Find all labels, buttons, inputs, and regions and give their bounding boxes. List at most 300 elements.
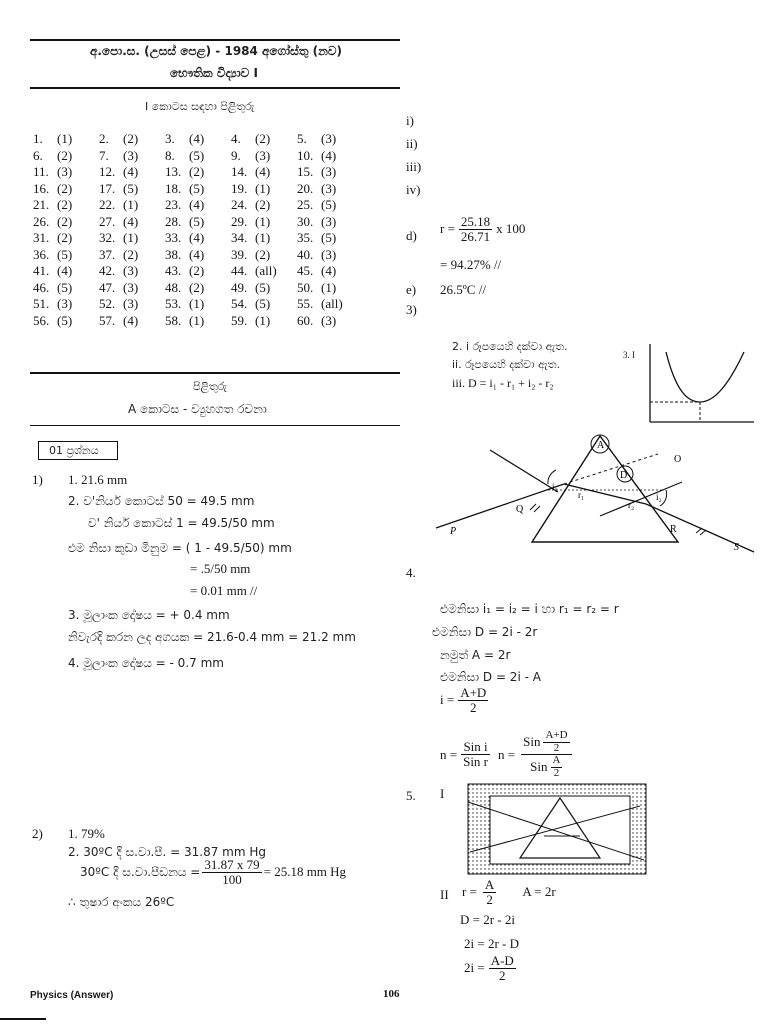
label-p: P (450, 526, 457, 537)
q4-line-3: නමුත් A = 2r (440, 648, 511, 662)
mcq-cell (33, 230, 99, 247)
mcq-question-number: 1. (33, 131, 43, 146)
label-apex: A (597, 440, 605, 451)
mcq-cell (33, 148, 99, 165)
q3-label: 3) (406, 302, 417, 317)
q4-n2-numerator (521, 730, 571, 755)
q4-n2-denominator (528, 755, 564, 779)
mcq-answer: (3) (321, 180, 337, 196)
mcq-cell (99, 181, 165, 198)
q4-n-denominator: Sin r (463, 754, 489, 770)
q4-i-numerator: A+D (460, 685, 487, 700)
q5-part-i: I (440, 786, 445, 801)
mcq-cell (297, 247, 363, 264)
mcq-row (33, 263, 363, 280)
d-formula-lhs: r = (440, 221, 455, 237)
mcq-cell (297, 164, 363, 181)
mcq-cell (231, 181, 297, 198)
mcq-question-number: 7. (99, 147, 109, 163)
deviation-graph (648, 342, 758, 426)
mcq-answer: (5) (123, 180, 139, 196)
q4-line-2: එමනිසා D = 2i - 2r (432, 625, 538, 639)
mcq-answer: (4) (123, 164, 139, 179)
mcq-cell (33, 313, 99, 330)
mcq-cell (297, 131, 363, 148)
q4-n2-num-sin: Sin (523, 734, 541, 750)
mcq-cell (165, 263, 231, 280)
mcq-cell (297, 296, 363, 313)
mcq-question-number: 16. (33, 180, 50, 196)
mcq-cell (33, 247, 99, 264)
mcq-answer: (1) (189, 296, 205, 311)
mcq-answer: (3) (321, 312, 337, 328)
mcq-answer: (4) (321, 263, 337, 278)
mcq-question-number: 2. (99, 131, 109, 146)
mcq-answer: (all) (255, 263, 277, 278)
mcq-question-number: 9. (231, 147, 241, 163)
mcq-answer: (4) (123, 312, 139, 328)
mcq-question-number: 49. (231, 279, 248, 295)
mcq-cell (165, 214, 231, 231)
mcq-cell (99, 313, 165, 330)
mcq-answer: (2) (189, 279, 205, 295)
mcq-question-number: 32. (99, 230, 116, 245)
q4-n2-lhs: n = (498, 746, 516, 762)
d-formula-multiplier: x 100 (496, 221, 526, 237)
mcq-question-number: 28. (165, 213, 182, 229)
mcq-question-number: 18. (165, 180, 182, 196)
q4-line-1: එමනිසා i₁ = i₂ = i හා r₁ = r₂ = r (440, 602, 619, 616)
q2-fraction-numerator: 31.87 x 79 (204, 857, 260, 872)
mcq-cell (297, 263, 363, 280)
q3-line-iii: iii. D = i₁ - r₁ + i₂ - r₂ (452, 376, 554, 390)
mcq-question-number: 51. (33, 296, 50, 311)
mcq-answer: (5) (321, 230, 337, 245)
q4-n2-den-frac-bottom: 2 (553, 766, 560, 779)
q4-i-fraction (458, 686, 488, 714)
arrow-marks-out (696, 528, 706, 535)
mcq-question-number: 8. (165, 147, 175, 163)
q1-line-3: 3. මූලාංක දෝෂය = + 0.4 mm (68, 608, 230, 622)
graph-label: 3. I (623, 350, 635, 360)
q5-part-ii: II (440, 887, 449, 902)
mcq-answer: (5) (189, 180, 205, 196)
q4-n-formula (440, 730, 572, 779)
mcq-question-number: 35. (297, 230, 314, 245)
mcq-cell (99, 164, 165, 181)
mcq-cell (231, 164, 297, 181)
mcq-answer: (5) (189, 213, 205, 229)
mcq-answer: (4) (189, 197, 205, 212)
prism-ray-diagram (430, 432, 766, 558)
mcq-cell (33, 263, 99, 280)
mcq-row (33, 230, 363, 247)
q4-label: 4. (406, 565, 416, 580)
right-column (400, 0, 768, 1024)
mcq-answer: (1) (255, 312, 271, 328)
mcq-question-number: 21. (33, 197, 50, 212)
label-s: S (734, 542, 739, 553)
mcq-answer: (4) (189, 131, 205, 146)
mcq-question-number: 43. (165, 263, 182, 278)
mcq-question-number: 14. (231, 164, 248, 179)
mcq-answer: (5) (255, 296, 271, 311)
mcq-cell (165, 280, 231, 297)
mcq-cell (33, 296, 99, 313)
mcq-answer: (5) (57, 246, 73, 262)
mcq-cell (99, 280, 165, 297)
q4-n-fraction (461, 740, 490, 768)
mcq-cell (165, 197, 231, 214)
mcq-answer: (5) (57, 312, 73, 328)
q2-line-2c: ∴ තුෂාර අංකය 26ºC (68, 895, 175, 909)
item-e-text: 26.5ºC // (440, 282, 486, 297)
section-rule (30, 372, 400, 374)
item-d-result: = 94.27% // (440, 257, 502, 272)
label-r: R (670, 524, 677, 535)
mcq-row (33, 131, 363, 148)
mcq-cell (99, 214, 165, 231)
mcq-answer: (1) (255, 230, 271, 245)
mcq-question-number: 57. (99, 312, 116, 328)
mcq-cell (231, 280, 297, 297)
q4-line-4: එමනිසා D = 2i - A (440, 670, 541, 684)
mcq-answer: (2) (57, 180, 73, 196)
item-e-label: e) (406, 282, 417, 297)
mcq-question-number: 54. (231, 296, 248, 311)
q2-line-2a: 2. 30ºC දී ස.වා.පී. = 31.87 mm Hg (68, 845, 266, 859)
mcq-answer: (4) (189, 230, 205, 245)
mcq-cell (231, 247, 297, 264)
mcq-cell (231, 230, 297, 247)
mcq-answer: (3) (123, 279, 139, 295)
mcq-answer: (1) (123, 197, 139, 212)
mcq-answer: (5) (255, 279, 271, 295)
q4-i-denominator: 2 (470, 699, 477, 715)
mcq-question-number: 46. (33, 279, 50, 295)
deviation-curve (666, 352, 744, 402)
q5-r-formula (462, 878, 556, 906)
mcq-question-number: 50. (297, 279, 314, 295)
q5-a-equation: A = 2r (522, 884, 556, 900)
q1-line-2d: = .5/50 mm (190, 561, 251, 576)
q4-n2-num-frac-bottom: 2 (553, 741, 560, 754)
mcq-question-number: 30. (297, 213, 314, 229)
mcq-question-number: 31. (33, 230, 50, 245)
q5-d3-fraction (489, 954, 516, 982)
mcq-question-number: 10. (297, 147, 314, 163)
mcq-cell (33, 280, 99, 297)
mcq-cell (297, 148, 363, 165)
mcq-cell (165, 247, 231, 264)
arrow-marks-in (530, 504, 540, 512)
label-i1: i₁ (552, 482, 558, 492)
mcq-answer: (3) (321, 213, 337, 229)
mcq-question-number: 44. (231, 263, 248, 278)
mcq-question-number: 19. (231, 180, 248, 196)
q2-line-2b-result: = 25.18 mm Hg (263, 864, 347, 880)
mcq-answer: (4) (321, 147, 337, 163)
mcq-answer: (3) (321, 131, 337, 146)
mcq-cell (165, 181, 231, 198)
mcq-question-number: 4. (231, 131, 241, 146)
mcq-row (33, 280, 363, 297)
mcq-answer: (2) (57, 213, 73, 229)
q4-n2-den-fraction (551, 755, 563, 779)
mcq-question-number: 42. (99, 263, 116, 278)
item-i-label: i) (406, 113, 414, 128)
mcq-question-number: 23. (165, 197, 182, 212)
mcq-row (33, 214, 363, 231)
header-rule-top (30, 39, 400, 41)
question-01-box (38, 441, 118, 460)
mcq-question-number: 41. (33, 263, 50, 278)
mcq-cell (165, 296, 231, 313)
q1-line-3b: නිවැරදි කරන ලද අගයක = 21.6-0.4 mm = 21.2 mm (68, 630, 356, 644)
mcq-answer: (1) (123, 230, 139, 245)
q5-r-fraction (483, 878, 496, 906)
q4-n-lhs: n = (440, 746, 458, 762)
mcq-cell (231, 313, 297, 330)
mcq-cell (33, 181, 99, 198)
mcq-question-number: 11. (33, 164, 49, 179)
mcq-question-number: 55. (297, 296, 314, 311)
mcq-answer: (2) (123, 246, 139, 262)
mcq-cell (231, 263, 297, 280)
part-a-rule (30, 425, 400, 426)
mcq-cell (297, 181, 363, 198)
mcq-answer: (3) (255, 147, 271, 163)
mcq-cell (231, 131, 297, 148)
mcq-cell (99, 296, 165, 313)
mcq-cell (165, 230, 231, 247)
mcq-cell (165, 131, 231, 148)
q5-r-denominator: 2 (486, 891, 493, 907)
mcq-title: I කොටස සඳහා පිළිතුරු (145, 100, 255, 113)
q5-d3-numerator: A-D (490, 953, 514, 968)
mcq-cell (99, 131, 165, 148)
mcq-answer: (2) (189, 164, 205, 179)
label-o: O (674, 454, 682, 465)
mcq-question-number: 37. (99, 246, 116, 262)
q2-line-2b-label: 30ºC දී ස.වා.පීඩනය = (80, 864, 201, 879)
mcq-question-number: 56. (33, 312, 50, 328)
item-d-formula (440, 215, 525, 243)
mcq-cell (99, 197, 165, 214)
q3-line-ii: ii. රූපයෙහි දක්වා ඇත. (452, 358, 561, 371)
mcq-question-number: 52. (99, 296, 116, 311)
q4-n-numerator: Sin i (463, 739, 488, 755)
q5-inner-region (490, 796, 630, 864)
mcq-answer: (2) (189, 263, 205, 278)
mcq-cell (33, 131, 99, 148)
mcq-answer: (1) (321, 279, 337, 295)
q5-d-line-2: 2i = 2r - D (464, 936, 519, 951)
mcq-row (33, 148, 363, 165)
mcq-row (33, 197, 363, 214)
item-ii-label: ii) (406, 136, 418, 151)
mcq-answer: (2) (255, 131, 271, 146)
mcq-answer-grid (33, 131, 363, 329)
q3-line-2: 2. i රූපයෙහි දක්වා ඇත. (452, 340, 568, 353)
q1-line-1: 1. 21.6 mm (68, 472, 128, 487)
mcq-cell (231, 197, 297, 214)
q2-number: 2) (32, 826, 43, 841)
ray-normal-in (490, 450, 558, 492)
mcq-row (33, 164, 363, 181)
q4-i-lhs: i = (440, 692, 455, 708)
mcq-answer: (4) (189, 246, 205, 262)
mcq-row (33, 181, 363, 198)
mcq-question-number: 60. (297, 312, 314, 328)
mcq-question-number: 12. (99, 164, 116, 179)
mcq-answer: (3) (321, 246, 337, 262)
mcq-question-number: 20. (297, 180, 314, 196)
mcq-question-number: 22. (99, 197, 116, 212)
mcq-answer: (2) (57, 230, 73, 245)
mcq-cell (99, 247, 165, 264)
label-r2: r₂ (628, 500, 635, 510)
mcq-question-number: 59. (231, 312, 248, 328)
mcq-row (33, 247, 363, 264)
ray-normal-out (600, 482, 682, 516)
answers-title: පිළිතුරු (193, 380, 227, 393)
mcq-cell (297, 197, 363, 214)
q2-line-1: 1. 79% (68, 826, 105, 841)
q4-n2-num-frac-top: A+D (545, 729, 568, 741)
mcq-cell (165, 148, 231, 165)
mcq-answer: (3) (123, 147, 139, 163)
d-fraction-numerator: 25.18 (460, 214, 491, 229)
mcq-question-number: 36. (33, 246, 50, 262)
mcq-answer: (2) (57, 147, 73, 163)
q4-n2-fraction (521, 730, 571, 779)
item-d-label: d) (406, 228, 417, 243)
mcq-cell (297, 280, 363, 297)
mcq-answer: (2) (255, 246, 271, 262)
mcq-question-number: 45. (297, 263, 314, 278)
d-fraction-denominator: 26.71 (460, 228, 491, 244)
mcq-answer: (3) (123, 263, 139, 278)
mcq-question-number: 58. (165, 312, 182, 328)
q4-i-formula (440, 686, 488, 714)
mcq-answer: (1) (189, 312, 205, 328)
q5-r-lhs: r = (462, 884, 477, 900)
mcq-answer: (3) (321, 164, 337, 179)
footer-rule (0, 1018, 46, 1020)
mcq-question-number: 15. (297, 164, 314, 179)
question-01-label: 01 ප්‍රශ්නය (49, 444, 99, 457)
mcq-row (33, 313, 363, 330)
q5-diagram (464, 780, 650, 878)
mcq-question-number: 25. (297, 197, 314, 212)
mcq-answer: (1) (255, 180, 271, 196)
q1-line-2b: ව' නියර් කොටස් 1 = 49.5/50 mm (88, 516, 275, 530)
mcq-answer: (3) (57, 164, 73, 179)
mcq-question-number: 38. (165, 246, 182, 262)
mcq-cell (297, 313, 363, 330)
mcq-cell (165, 313, 231, 330)
item-iv-label: iv) (406, 182, 421, 197)
mcq-cell (99, 148, 165, 165)
mcq-cell (33, 214, 99, 231)
mcq-answer: (4) (57, 263, 73, 278)
mcq-answer: (2) (255, 197, 271, 212)
q2-fraction (202, 858, 261, 886)
q1-number: 1) (32, 472, 43, 487)
page-number: 106 (383, 988, 400, 1000)
q1-line-2e: = 0.01 mm // (190, 583, 258, 598)
q1-line-2c: එම නිසා කුඩා මිනුම = ( 1 - 49.5/50) mm (68, 541, 292, 555)
q5-label: 5. (406, 788, 416, 803)
header-title: අ.පො.ස. (උසස් පෙළ) - 1984 අගෝස්තු (නව) (90, 44, 343, 58)
header-rule-bottom (30, 87, 400, 89)
mcq-question-number: 17. (99, 180, 116, 196)
mcq-question-number: 40. (297, 246, 314, 262)
mcq-question-number: 29. (231, 213, 248, 229)
mcq-answer: (1) (255, 213, 271, 229)
label-q: Q (516, 504, 524, 515)
header-subtitle: භෞතික විද්‍යාව I (170, 66, 258, 80)
footer-left: Physics (Answer) (30, 990, 114, 1001)
mcq-question-number: 34. (231, 230, 248, 245)
item-iii-label: iii) (406, 159, 422, 174)
mcq-answer: (4) (255, 164, 271, 179)
label-r1: r₁ (578, 490, 585, 500)
mcq-question-number: 27. (99, 213, 116, 229)
mcq-cell (231, 214, 297, 231)
mcq-answer: (4) (123, 213, 139, 229)
mcq-question-number: 3. (165, 131, 175, 146)
q4-n2-den-frac-top: A (552, 754, 561, 767)
mcq-question-number: 47. (99, 279, 116, 295)
q2-line-2b (80, 858, 346, 886)
q5-d-line-1: D = 2r - 2i (460, 912, 515, 927)
d-fraction (459, 215, 492, 243)
q4-n2-num-fraction (543, 730, 569, 754)
mcq-question-number: 48. (165, 279, 182, 295)
mcq-answer: (5) (189, 147, 205, 163)
q2-fraction-denominator: 100 (222, 871, 242, 887)
mcq-answer: (1) (57, 131, 73, 146)
mcq-question-number: 6. (33, 147, 43, 163)
mcq-question-number: 39. (231, 246, 248, 262)
label-i2: i₂ (656, 492, 662, 502)
q1-line-4: 4. මූලාංක දෝෂය = - 0.7 mm (68, 656, 224, 670)
mcq-question-number: 26. (33, 213, 50, 229)
label-deviation: D (620, 470, 628, 481)
mcq-answer: (2) (123, 131, 139, 146)
mcq-answer: (all) (321, 296, 343, 311)
mcq-answer: (3) (123, 296, 139, 311)
mcq-cell (99, 263, 165, 280)
mcq-question-number: 13. (165, 164, 182, 179)
q4-n2-den-sin: Sin (530, 759, 548, 775)
mcq-cell (231, 296, 297, 313)
mcq-cell (297, 214, 363, 231)
mcq-question-number: 5. (297, 131, 307, 146)
mcq-answer: (2) (57, 197, 73, 212)
mcq-question-number: 53. (165, 296, 182, 311)
mcq-cell (99, 230, 165, 247)
part-a-title: A කොටස - ව්‍යුහගත රචනා (128, 402, 267, 416)
q5-d3-denominator: 2 (499, 967, 506, 983)
q5-d3-lhs: 2i = (464, 960, 485, 976)
q1-line-2: 2. ව'නියර් කොටස් 50 = 49.5 mm (68, 494, 255, 508)
mcq-cell (297, 230, 363, 247)
mcq-cell (165, 164, 231, 181)
mcq-cell (33, 164, 99, 181)
